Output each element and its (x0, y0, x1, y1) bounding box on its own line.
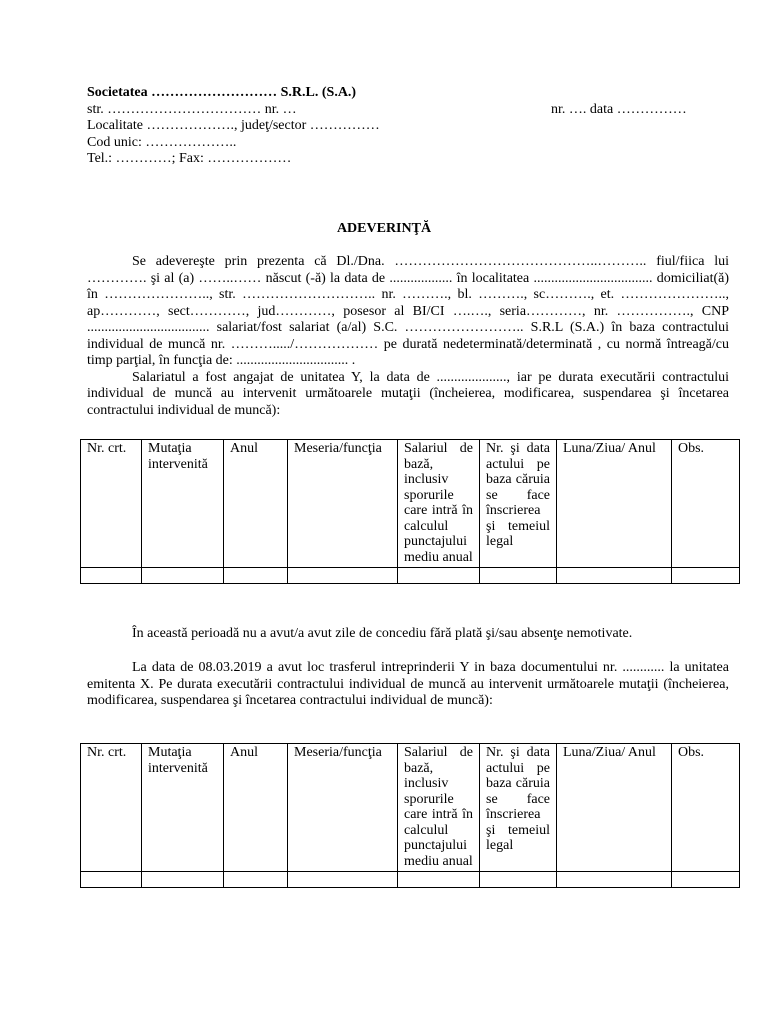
unpaid-leave-paragraph: În această perioadă nu a avut/a avut zile de concediu fără plată şi/sau absenţe nemotivate. (132, 626, 633, 641)
table-cell[interactable] (398, 872, 480, 888)
table-cell[interactable] (480, 872, 557, 888)
table-cell[interactable] (398, 568, 480, 584)
certification-text: Se adevereşte prin prezenta că Dl./Dna. ……………………………………..……….. fiul/fiica lui …………. şi al (a) ……..…… născut (-ă) la data de .................. în localitatea .................................. domiciliat(ă) în ………………….., str. ……………………….. nr. ………., bl. ………., sc………., et. ………………….., ap…………, sect…………, jud…………, posesor al BI/CI ….…., seria…………, nr. ……………., CNP ................................... salariat/fost salariat (a/al) S.C. …………………….. S.R.L (S.A.) în baza contractului individual de muncă nr. ………...../……………… pe durată nedeterminată/determinată , cu normă întreagă/cu timp parţial, în funcţia de: ................................ . (87, 254, 729, 368)
company-header (87, 85, 727, 168)
mutations-table-2 (80, 743, 740, 888)
table-cell[interactable] (81, 872, 142, 888)
table-cell[interactable] (288, 568, 398, 584)
header-obs: Obs. (672, 744, 740, 872)
table-cell[interactable] (672, 568, 740, 584)
cod-unic-line: Cod unic: ……………….. (87, 134, 237, 150)
header-anul: Anul (224, 440, 288, 568)
header-salariul: Salariul de bază, inclusiv sporurile care intră în calculul punctajului mediu anual (398, 440, 480, 568)
header-mutatia: Mutaţia intervenită (142, 744, 224, 872)
header-meseria: Meseria/funcţia (288, 744, 398, 872)
table-cell[interactable] (224, 872, 288, 888)
header-nr-crt: Nr. crt. (81, 744, 142, 872)
employment-text: Salariatul a fost angajat de unitatea Y, la data de ...................., iar pe durata executării contractului individual de muncă au intervenit următoarele mutaţii (încheierea, modificarea, suspendarea şi încetarea contractului individual de muncă): (87, 369, 729, 418)
mutations-table-1 (80, 439, 740, 584)
table-cell[interactable] (288, 872, 398, 888)
street-address: str. …………………………… nr. … (87, 101, 297, 117)
document-title: ADEVERINŢĂ (336, 221, 432, 236)
table-cell[interactable] (557, 568, 672, 584)
table-row (81, 568, 740, 584)
header-luna-ziua-anul: Luna/Ziua/ Anul (557, 744, 672, 872)
header-luna-ziua-anul: Luna/Ziua/ Anul (557, 440, 672, 568)
transfer-paragraph: La data de 08.03.2019 a avut loc trasferul intreprinderii Y in baza documentului nr. ............ la unitatea emitenta X. Pe durata executării contractului individual de muncă au intervenit următoarele mutaţii (încheierea, modificarea, suspendarea şi încetarea contractului individual de muncă): (87, 660, 729, 708)
table-header-row (81, 440, 740, 568)
table-cell[interactable] (224, 568, 288, 584)
table-cell[interactable] (81, 568, 142, 584)
header-nr-crt: Nr. crt. (81, 440, 142, 568)
table-cell[interactable] (672, 872, 740, 888)
header-meseria: Meseria/funcţia (288, 440, 398, 568)
table-cell[interactable] (557, 872, 672, 888)
header-anul: Anul (224, 744, 288, 872)
certification-paragraph (87, 254, 729, 419)
header-nr-data-act: Nr. şi data actului pe baza căruia se face înscrierea şi temeiul legal (480, 440, 557, 568)
table-header-row (81, 744, 740, 872)
table-cell[interactable] (142, 872, 224, 888)
table-row (81, 872, 740, 888)
street-line (87, 102, 727, 119)
tel-fax-line: Tel.: …………; Fax: ……………… (87, 151, 292, 166)
header-obs: Obs. (672, 440, 740, 568)
header-nr-data-act: Nr. şi data actului pe baza căruia se face înscrierea şi temeiul legal (480, 744, 557, 872)
locality-line: Localitate ………………., judeţ/sector …………… (87, 118, 380, 133)
registration-number-date: nr. …. data …………… (551, 101, 687, 117)
header-salariul: Salariul de bază, inclusiv sporurile care intră în calculul punctajului mediu anual (398, 744, 480, 872)
company-name-line: Societatea ……………………… S.R.L. (S.A.) (87, 85, 357, 100)
table-cell[interactable] (480, 568, 557, 584)
table-cell[interactable] (142, 568, 224, 584)
header-mutatia: Mutaţia intervenită (142, 440, 224, 568)
